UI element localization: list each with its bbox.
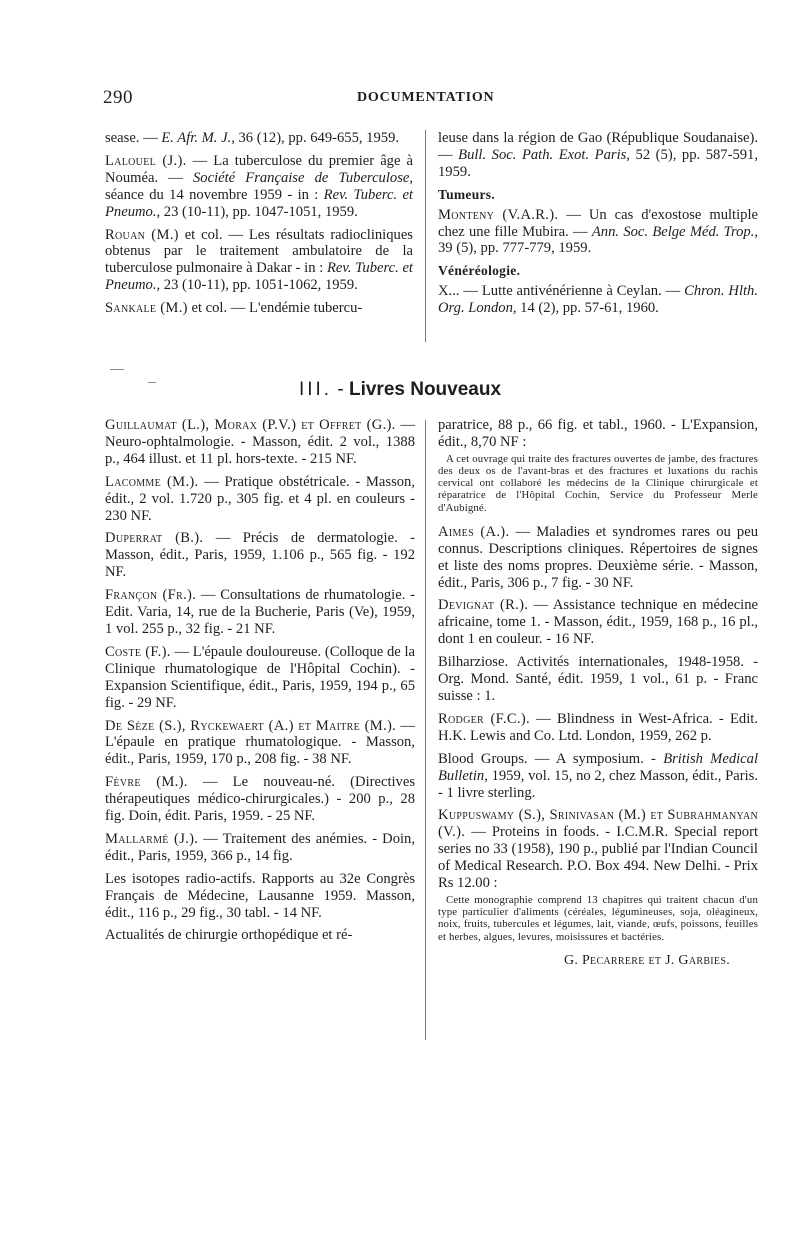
book-entry: Les isotopes radio-actifs. Rapports au 32e Congrès Français de Médecine, Lausanne 1959. Masson, édit., 116 p., 29 fig., 30 tabl. - 14 NF. — [105, 870, 415, 921]
book-entry: Fèvre (M.). — Le nouveau-né. (Directives thérapeutiques médico-chirurgicales.) - 200 p., 28 fig. Doin, édit. Paris, 1959. - 25 NF. — [105, 774, 416, 825]
book-entry: Françon (Fr.). — Consultations de rhumatologie. - Edit. Varia, 14, rue de la Bucherie, Paris (Ve), 1959, 1 vol. 255 p., 32 fig. - 21 NF. — [105, 587, 415, 637]
citation-entry: Monteny (V.A.R.). — Un cas d'exostose multiple chez une fille Mubira. — Ann. Soc. Belge Méd. Trop., 39 (5), pp. 777-779, 1959. — [438, 206, 759, 257]
bottom-right-column — [438, 417, 758, 970]
running-title: DOCUMENTATION — [357, 90, 495, 105]
book-entry: Mallarmé (J.). — Traitement des anémies. - Doin, édit., Paris, 1959, 366 p., 14 fig. — [105, 830, 415, 864]
section-title: III. - Livres Nouveaux — [298, 379, 502, 400]
book-entry: Kuppuswamy (S.), Srinivasan (M.) et Subrahmanyan (V.). — Proteins in foods. - I.C.M.R. Special report series no 33 (1958), 190 p., publié par l'Indian Council of Medical Research. P.O. Box 494. New Delhi. - Prix Rs 12.00 : — [438, 807, 758, 892]
editorial-note: A cet ouvrage qui traite des fractures ouvertes de jambe, des fractures des deux os de l'avant-bras et des fractures et luxations du rachis cervical ont collaboré les médecins de la Clinique chirurgicale et réparatrice de l'Hôpital Cochin, Service du Professeur Merle d'Aubigné. — [438, 452, 758, 514]
book-entry: Actualités de chirurgie orthopédique et ré- — [105, 927, 353, 944]
editorial-note: Cette monographie comprend 13 chapitres qui traitent chacun d'un type particulier d'aliments (céréales, légumineuses, soja, oléagineux, noix, fruits, tubercules et légumes, lait, viande, œufs, poissons, feuilles et herbes, algues, levures, moisissures et bactéries. — [438, 893, 758, 943]
book-entry: De Sèze (S.), Ryckewaert (A.) et Maitre (M.). — L'épaule en pratique rhumatologique. - Masson, édit., Paris, 1959, 170 p., 208 fig. - 38 NF. — [105, 717, 415, 768]
section-title-text: Livres Nouveaux — [348, 379, 502, 400]
citation-entry: Sankale (M.) et col. — L'endémie tubercu- — [105, 300, 363, 317]
citation-entry: X... — Lutte antivénérienne à Ceylan. — Chron. Hlth. Org. London, 14 (2), pp. 57-61, 1960. — [438, 283, 758, 317]
column-divider — [425, 420, 426, 1040]
author-name: Monteny (V.A.R.). — [438, 206, 559, 223]
book-entry: Devignat (R.). — Assistance technique en médecine africaine, tome 1. - Masson, édit., 1959, 168 p., 16 pl., dont 1 en couleur. - 16 NF. — [438, 597, 759, 648]
section-numeral: III. — [298, 379, 333, 400]
citation-entry: Rouan (M.) et col. — Les résultats radiocliniques obtenus par le traitement ambulatoire de la tuberculose pulmonaire à Dakar - in : Rev. Tuberc. et Pneumo., 23 (10-11), pp. 1051-1062, 1959. — [105, 226, 413, 294]
book-entry: Guillaumat (L.), Morax (P.V.) et Offret (G.). — Neuro-ophtalmologie. - Masson, édit. 2 vol., 1388 p., 464 illust. et 11 pl. hors-texte. - 215 NF. — [105, 417, 415, 467]
book-entry: Aimes (A.). — Maladies et syndromes rares ou peu connus. Descriptions cliniques. Répertoires de signes et liste des noms propres. Deuxième série. - Masson, édit., Paris, 306 p., 7 fig. - 30 NF. — [438, 523, 758, 591]
book-entry: Bilharziose. Activités internationales, 1948-1958. - Org. Mond. Santé, édit. 1959, 1 vol., 61 p. - Franc suisse : 1. — [438, 654, 758, 704]
author-name: Sankale (M.) — [105, 300, 188, 317]
page-number: 290 — [103, 87, 133, 108]
book-entry: Rodger (F.C.). — Blindness in West-Africa. - Edit. H.K. Lewis and Co. Ltd. London, 1959, 262 p. — [438, 710, 758, 744]
subsection-heading: Tumeurs. — [438, 186, 496, 202]
book-entry: Duperrat (B.). — Précis de dermatologie. - Masson, édit., Paris, 1959, 1.106 p., 565 fig. - 192 NF. — [105, 530, 416, 581]
citation-entry: leuse dans la région de Gao (République Soudanaise). — Bull. Soc. Path. Exot. Paris, 52 (5), pp. 587-591, 1959. — [438, 130, 758, 180]
top-left-column — [105, 130, 413, 323]
book-entry: Blood Groups. — A symposium. - British Medical Bulletin, 1959, vol. 15, no 2, chez Masson, édit., Paris. - 1 livre sterling. — [438, 750, 758, 801]
column-divider — [425, 130, 426, 342]
bottom-left-column — [105, 417, 415, 950]
author-name: Rouan (M.) — [105, 226, 179, 243]
subsection-heading: Vénéréologie. — [438, 263, 521, 279]
book-entry: paratrice, 88 p., 66 fig. et tabl., 1960. - L'Expansion, édit., 8,70 NF : — [438, 417, 758, 450]
citation-entry: Lalouel (J.). — La tuberculose du premier âge à Nouméa. — Société Française de Tuberculose, séance du 14 novembre 1959 - in : Rev. Tuberc. et Pneumo., 23 (10-11), pp. 1047-1051, 1959. — [105, 152, 413, 220]
citation-entry: sease. — E. Afr. M. J., 36 (12), pp. 649-655, 1959. — [105, 130, 400, 146]
signature: G. Pecarrere et J. Garbies. — [563, 952, 730, 968]
print-speck — [110, 369, 124, 370]
author-name: Lalouel (J.). — [105, 152, 187, 169]
top-right-column — [438, 130, 758, 323]
book-entry: Coste (F.). — L'épaule douloureuse. (Colloque de la Clinique rhumatologique de l'Hôpital Cochin). - Expansion Scientifique, édit., Paris, 1959, 194 p., 65 fig. - 29 NF. — [105, 643, 415, 711]
book-entry: Lacomme (M.). — Pratique obstétricale. - Masson, édit., 2 vol. 1.720 p., 305 fig. et 4 pl. en couleurs - 230 NF. — [105, 473, 415, 524]
